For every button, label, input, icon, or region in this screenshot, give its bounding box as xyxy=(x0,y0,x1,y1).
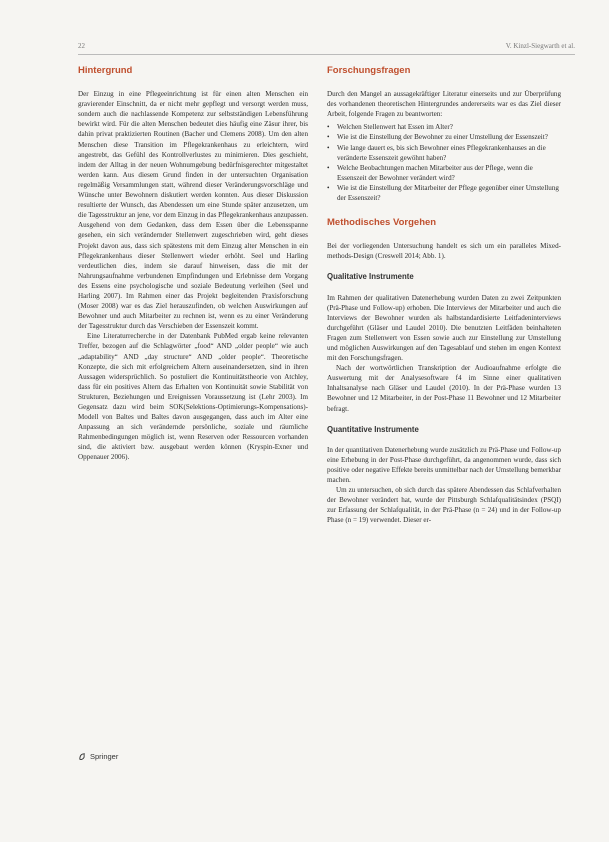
header-rule xyxy=(78,54,575,55)
left-column xyxy=(78,64,308,463)
list-item: • Wie lange dauert es, bis sich Bewohner eines Pflegekrankenhauses an die veränderte Essenszeit gewöhnt haben? xyxy=(327,143,561,163)
paragraph: Nach der wortwörtlichen Transkription der Audioaufnahme erfolgte die Auswertung mit der Analysesoftware f4 im Sinne einer qualitativen Inhaltsanalyse nach Gläser und Laudel (2010). In der Prä-Phase wurden 13 Bewohner und 12 Mitarbeiter, in der Post-Phase 11 Bewohner und 12 Mitarbeiter befragt. xyxy=(327,364,561,413)
publisher-footer xyxy=(78,752,118,761)
list-item: • Welche Beobachtungen machen Mitarbeiter aus der Pflege, wenn die Essenszeit der Bewohner verändert wird? xyxy=(327,163,561,183)
spacer xyxy=(327,414,561,425)
list-item: • Wie ist die Einstellung der Bewohner zu einer Umstellung der Essenszeit? xyxy=(327,132,561,142)
subheading-qualitative: Qualitative Instrumente xyxy=(327,272,414,282)
paragraph: In der quantitativen Datenerhebung wurde zusätzlich zu Prä-Phase und Follow-up eine Erhebung in der Post-Phase durchgeführt, da angenommen wurde, dass sich positive oder negative Effekte bereits unmittelbar nach der Umstellung bemerkbar machen. xyxy=(327,445,561,484)
page-number: 22 xyxy=(78,42,85,50)
springer-logo-icon xyxy=(78,752,87,761)
paragraph: Der Einzug in eine Pflegeeinrichtung ist für einen alten Menschen ein gravierender Einschnitt, da er nicht mehr gepflegt und versorgt werden muss, sondern auch die nachlassende Kompetenz zur selbstständigen Lebensführung bewirkt wird. Für die alten Menschen bedeutet dies häufig eine Zäsur ihrer, bis dahin privat praktizierten Routinen (Bacher und Clemens 2008). Um den alten Menschen diese Transition im Pflegekrankenhaus zu erleichtern, wird angestrebt, das Gefühl des Kontrollverlustes zu minimieren. Dies geschieht, indem der Alltag in der neuen Wohnumgebung bedürfnisgerechter mitgestaltet werden kann. Aus diesem Grund finden in der untersuchten Organisation regelmäßig Versammlungen statt, während dieser Veränderungsvorschläge und Wünsche unter Bewohnern diskutiert werden konnten. Aus dieser Diskussion resultierte der Wunsch, das Abendessen um eine Stunde später anzusetzen, um die Tagesstruktur an jene, vor dem Einzug in das Pflegekrankenhaus anzupassen. Ausgehend von dem Gedanken, dass dem Essen über die Lebensspanne gesehen, ein sich verändernder Stellenwert zugeschrieben wird, geht dieses Projekt davon aus, dass sich spätestens mit dem Einzug alter Menschen in ein Pflegekrankenhaus dieser Stellenwert wieder erhöht. Seel und Harling verdeutlichen dies, indem sie darauf hinweisen, dass die mit der Nahrungsaufnahme verbundenen Empfindungen und Erlebnisse dem Vorgang des Essens eine psychologische und soziale Bedeutung verleihen (Seel und Harling 2007). Im Rahmen einer das Projekt begleitenden Praxisforschung (Moser 2008) war es das Ziel herauszufinden, ob welchen Auswirkungen auf Bewohner und auch Mitarbeiter zu rechnen ist, wenn es zu einer Veränderung der Tagesstruktur durch das Verschieben der Essenszeit kommt. xyxy=(78,90,308,331)
list-item: • Welchen Stellenwert hat Essen im Alter? xyxy=(327,122,561,132)
paragraph: Eine Literaturrecherche in der Datenbank PubMed ergab keine relevanten Treffer, bezogen auf die Schlagwörter „food“ AND „older people“ wie auch „adaptability“ AND „day structure“ AND „older people“. Theoretische Konzepte, die sich mit erfolgreichem Altern auseinandersetzen, sind in ihren Aussagen widersprüchlich. So postuliert die Kontinuitätstheorie von Atchley, dass für ein positives Altern das Erhalten von Kontinuität sowie Stabilität von Strukturen, Beziehungen und Ereignissen Voraussetzung ist (Lehr 2003). Im Gegensatz dazu wird beim SOK(Selektions-Optimierungs-Kompensations)-Modell von Baltes und Baltes davon ausgegangen, dass auch im Alter eine Anpassung an sich verändernde persönliche, soziale und räumliche Rahmenbedingungen möglich ist, wenn Reserven oder Ressourcen vorhanden sind, die aktiviert bzw. ausgebaut werden können (Kryspin-Exner und Oppenauer 2006). xyxy=(78,332,308,462)
publisher-name: Springer xyxy=(90,752,119,761)
paragraph: Bei der vorliegenden Untersuchung handelt es sich um ein paralleles Mixed-methods-Design (Creswell 2014; Abb. 1). xyxy=(327,242,561,261)
section-heading-hintergrund: Hintergrund xyxy=(78,65,133,76)
section-heading-methodisches-vorgehen: Methodisches Vorgehen xyxy=(327,217,437,229)
list-item: • Wie ist die Einstellung der Mitarbeiter der Pflege gegenüber einer Umstellung der Essenszeit? xyxy=(327,183,561,203)
section-heading-forschungsfragen: Forschungsfragen xyxy=(327,65,411,76)
subheading-quantitative: Quantitative Instrumente xyxy=(327,424,419,434)
paragraph: Um zu untersuchen, ob sich durch das spätere Abendessen das Schlafverhalten der Bewohner verändert hat, wurde der Pittsburgh Schlafqualitätsindex (PSQI) zur Erfassung der Schlafqualität, in der Prä-Phase (n = 24) und in der Follow-up Phase (n = 19) verwendet. Dieser er- xyxy=(327,486,561,525)
paragraph: Im Rahmen der qualitativen Datenerhebung wurden Daten zu zwei Zeitpunkten (Prä-Phase und Follow-up) erhoben. Die Interviews der Mitarbeiter und auch die Interviews der Bewohner wurden als halbstandardisierte Leitfadeninterviews durchgeführt (Gläser und Laudel 2010). Die benutzten Leitfäden beinhalteten Fragen zum Stellenwert von Essen sowie auch zur Einstellung zur Umstellung und möglichen Auswirkungen auf den Tagesablauf und stehen im engen Kontext mit den Forschungsfragen. xyxy=(327,293,561,363)
spacer xyxy=(327,261,561,272)
right-column xyxy=(327,64,561,525)
paragraph: Durch den Mangel an aussagekräftiger Literatur einerseits und zur Überprüfung des vorhandenen theoretischen Hintergrundes andererseits war es das Ziel dieser Arbeit, folgende Fragen zu beantworten: xyxy=(327,90,561,119)
running-author: V. Kinzl-Siegwarth et al. xyxy=(505,42,575,50)
spacer xyxy=(327,203,561,216)
question-list xyxy=(327,122,561,203)
